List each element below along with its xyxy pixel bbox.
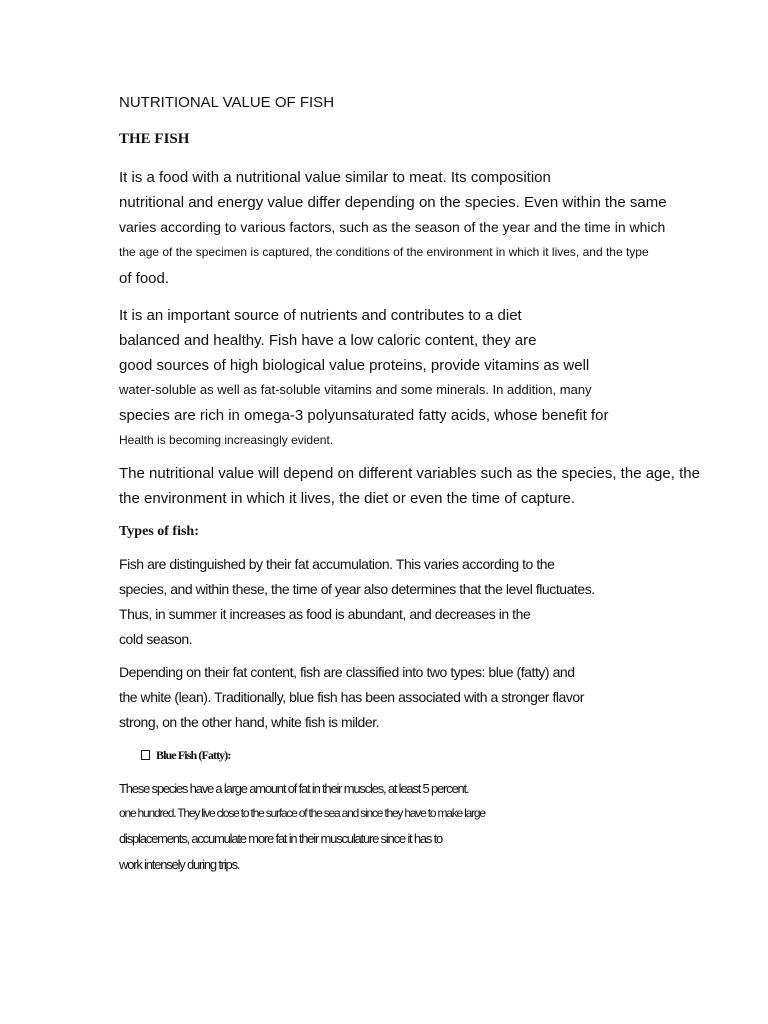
paragraph-line: It is an important source of nutrients and contributes to a diet: [119, 307, 522, 324]
paragraph-line: one hundred. They live close to the surface of the sea and since they have to make large: [119, 806, 485, 820]
section-heading-the-fish: THE FISH: [119, 131, 190, 147]
paragraph-line: strong, on the other hand, white fish is milder.: [119, 714, 380, 730]
paragraph-line: These species have a large amount of fat in their muscles, at least 5 percent.: [119, 781, 469, 796]
paragraph-line: the age of the specimen is captured, the conditions of the environment in which it lives, and the type: [119, 245, 649, 259]
paragraph-line: Thus, in summer it increases as food is abundant, and decreases in the: [119, 606, 531, 622]
paragraph-line: of food.: [119, 270, 170, 287]
paragraph-line: the white (lean). Traditionally, blue fish has been associated with a stronger flavor: [119, 689, 584, 705]
paragraph-line: nutritional and energy value differ depending on the species. Even within the same: [119, 194, 667, 211]
paragraph-line: water-soluble as well as fat-soluble vitamins and some minerals. In addition, many: [119, 382, 592, 397]
paragraph-line: good sources of high biological value proteins, provide vitamins as well: [119, 357, 590, 374]
paragraph-line: species are rich in omega-3 polyunsaturated fatty acids, whose benefit for: [119, 407, 609, 424]
section-heading-types-of-fish: Types of fish:: [119, 524, 199, 539]
paragraph-line: The nutritional value will depend on different variables such as the species, the age, the: [119, 465, 700, 482]
paragraph-line: Depending on their fat content, fish are classified into two types: blue (fatty) and: [119, 664, 575, 680]
paragraph-line: Health is becoming increasingly evident.: [119, 433, 334, 447]
bullet-heading: [141, 748, 230, 763]
document-title: NUTRITIONAL VALUE OF FISH: [119, 94, 335, 111]
paragraph-line: displacements, accumulate more fat in their musculature since it has to: [119, 831, 443, 846]
paragraph-line: cold season.: [119, 631, 193, 647]
paragraph-line: It is a food with a nutritional value similar to meat. Its composition: [119, 169, 551, 186]
paragraph-line: work intensely during trips.: [119, 857, 240, 872]
paragraph-line: species, and within these, the time of year also determines that the level fluctuates.: [119, 581, 595, 597]
paragraph-line: the environment in which it lives, the diet or even the time of capture.: [119, 490, 576, 507]
paragraph-line: balanced and healthy. Fish have a low caloric content, they are: [119, 332, 537, 349]
paragraph-line: varies according to various factors, such as the season of the year and the time in which: [119, 219, 666, 235]
paragraph-line: Fish are distinguished by their fat accumulation. This varies according to the: [119, 556, 555, 572]
box-bullet-icon: [141, 750, 150, 760]
bullet-heading-label: Blue Fish (Fatty):: [156, 748, 231, 762]
